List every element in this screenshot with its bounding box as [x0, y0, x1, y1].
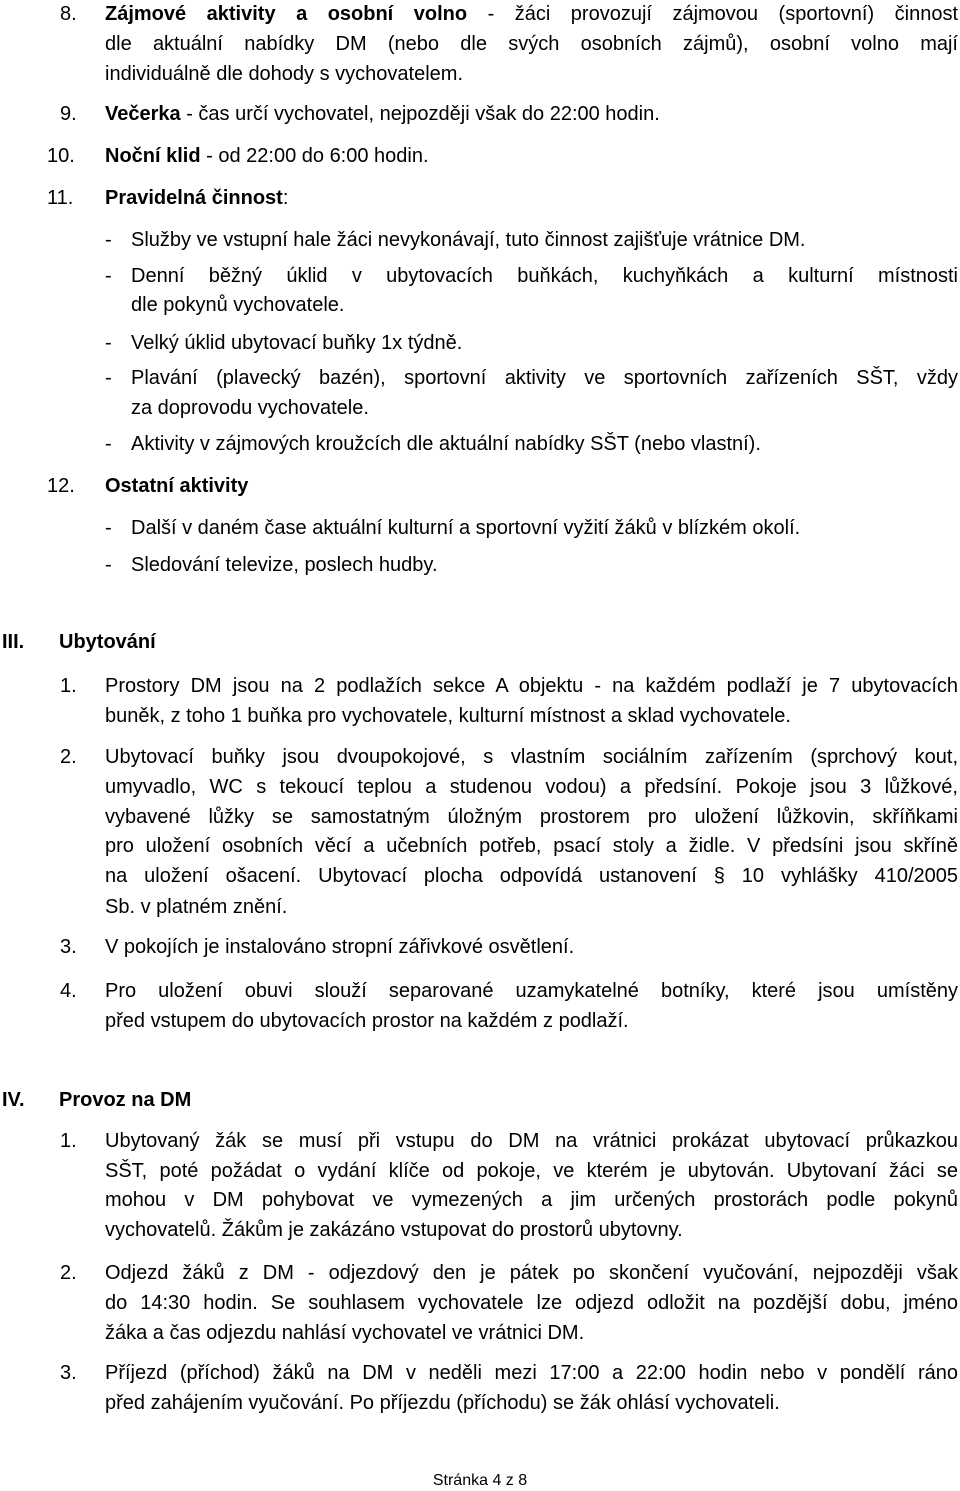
- item-line: před vstupem do ubytovacích prostor na každém z podlaží.: [105, 1010, 629, 1032]
- bullet-dash: -: [105, 332, 112, 354]
- item-number: 8.: [60, 3, 77, 25]
- item-line: buněk, z toho 1 buňka pro vychovatele, kulturní místnost a sklad vychovatele.: [105, 705, 791, 727]
- bullet-text-cont: dle pokynů vychovatele.: [131, 294, 345, 316]
- bullet-dash: -: [105, 433, 112, 455]
- bullet-text: Sledování televize, poslech hudby.: [131, 554, 438, 576]
- item-8-line-1: [105, 2, 958, 26]
- item-number: 1.: [60, 675, 77, 697]
- item-9-line: [105, 102, 660, 126]
- bullet-text: Plavání (plavecký bazén), sportovní aktivity ve sportovních zařízeních SŠT, vždy: [131, 367, 958, 389]
- section-3-title: Ubytování: [59, 631, 156, 653]
- item-number: 1.: [60, 1130, 77, 1152]
- item-9-text: - čas určí vychovatel, nejpozději však do 22:00 hodin.: [180, 103, 660, 125]
- item-number: 9.: [60, 103, 77, 125]
- item-line: Ubytovaný žák se musí při vstupu do DM na vrátnici prokázat ubytovací průkazkou: [105, 1130, 958, 1152]
- item-line: na uložení ošacení. Ubytovací plocha odpovídá ustanovení § 10 vyhlášky 410/2005: [105, 865, 958, 887]
- item-8-heading: Zájmové aktivity a osobní volno: [105, 3, 468, 25]
- item-line: před zahájením vyučování. Po příjezdu (příchodu) se žák ohlásí vychovateli.: [105, 1392, 780, 1414]
- item-line: žáka a čas odjezdu nahlásí vychovatel ve vrátnici DM.: [105, 1322, 585, 1344]
- item-12-heading: Ostatní aktivity: [105, 475, 249, 497]
- item-number: 4.: [60, 980, 77, 1002]
- item-10-text: - od 22:00 do 6:00 hodin.: [200, 145, 429, 167]
- item-line: Pro uložení obuvi slouží separované uzamykatelné botníky, které jsou umístěny: [105, 980, 958, 1002]
- item-8-text: - žáci provozují zájmovou (sportovní) činnost: [467, 3, 959, 25]
- item-number: 2.: [60, 1262, 77, 1284]
- item-line: vybavené lůžky se samostatným úložným prostorem pro uložení lůžkovin, skříňkami: [105, 806, 958, 828]
- item-line: mohou v DM pohybovat ve vymezených a jim určených prostorách podle pokynů: [105, 1189, 958, 1211]
- bullet-text: Aktivity v zájmových kroužcích dle aktuální nabídky SŠT (nebo vlastní).: [131, 433, 761, 455]
- item-line: vychovatelů. Žákům je zakázáno vstupovat do prostorů ubytovny.: [105, 1219, 683, 1241]
- item-number: 2.: [60, 746, 77, 768]
- item-11-tail: :: [282, 187, 289, 209]
- bullet-dash: -: [105, 229, 112, 251]
- bullet-dash: -: [105, 367, 112, 389]
- item-9-heading: Večerka: [105, 103, 181, 125]
- bullet-text: Další v daném čase aktuální kulturní a sportovní vyžití žáků v blízkém okolí.: [131, 517, 801, 539]
- item-line: do 14:30 hodin. Se souhlasem vychovatele lze odjezd odložit na pozdější dobu, jméno: [105, 1292, 958, 1314]
- bullet-dash: -: [105, 554, 112, 576]
- item-number: 3.: [60, 936, 77, 958]
- item-line: Prostory DM jsou na 2 podlažích sekce A objektu - na každém podlaží je 7 ubytovacích: [105, 675, 958, 697]
- bullet-text: Denní běžný úklid v ubytovacích buňkách, kuchyňkách a kulturní místnosti: [131, 265, 958, 287]
- item-line: Příjezd (příchod) žáků na DM v neděli mezi 17:00 a 22:00 hodin nebo v pondělí ráno: [105, 1362, 958, 1384]
- bullet-text: Velký úklid ubytovací buňky 1x týdně.: [131, 332, 463, 354]
- item-8-line-2: dle aktuální nabídky DM (nebo dle svých osobních zájmů), osobní volno mají: [105, 33, 958, 55]
- item-line: Odjezd žáků z DM - odjezdový den je pátek po skončení vyučování, nejpozději však: [105, 1262, 958, 1284]
- item-11-line: [105, 186, 288, 210]
- item-line: SŠT, poté požádat o vydání klíče od pokoje, ve kterém je ubytován. Ubytovaní žáci se: [105, 1160, 958, 1182]
- item-number: 11.: [47, 187, 74, 209]
- item-line: umyvadlo, WC s tekoucí teplou a studenou vodou) a předsíní. Pokoje jsou 3 lůžkové,: [105, 776, 958, 798]
- item-line: Sb. v platném znění.: [105, 896, 288, 918]
- bullet-text: Služby ve vstupní hale žáci nevykonávají, tuto činnost zajišťuje vrátnice DM.: [131, 229, 806, 251]
- item-line: pro uložení osobních věcí a učebních potřeb, psací stoly a židle. V předsíni jsou skříně: [105, 835, 958, 857]
- item-number: 10.: [47, 145, 75, 167]
- item-line: V pokojích je instalováno stropní zářivkové osvětlení.: [105, 936, 575, 958]
- item-number: 3.: [60, 1362, 77, 1384]
- item-10-heading: Noční klid: [105, 145, 201, 167]
- section-4-roman: IV.: [2, 1089, 25, 1111]
- item-line: Ubytovací buňky jsou dvoupokojové, s vlastním sociálním zařízením (sprchový kout,: [105, 746, 958, 768]
- bullet-dash: -: [105, 517, 112, 539]
- item-11-heading: Pravidelná činnost: [105, 187, 283, 209]
- item-number: 12.: [47, 475, 75, 497]
- page-number: Stránka 4 z 8: [432, 1472, 528, 1489]
- section-3-roman: III.: [2, 631, 25, 653]
- bullet-text-cont: za doprovodu vychovatele.: [131, 397, 369, 419]
- bullet-dash: -: [105, 265, 112, 287]
- item-8-line-3: individuálně dle dohody s vychovatelem.: [105, 63, 463, 85]
- item-10-line: [105, 144, 429, 168]
- section-4-title: Provoz na DM: [59, 1089, 192, 1111]
